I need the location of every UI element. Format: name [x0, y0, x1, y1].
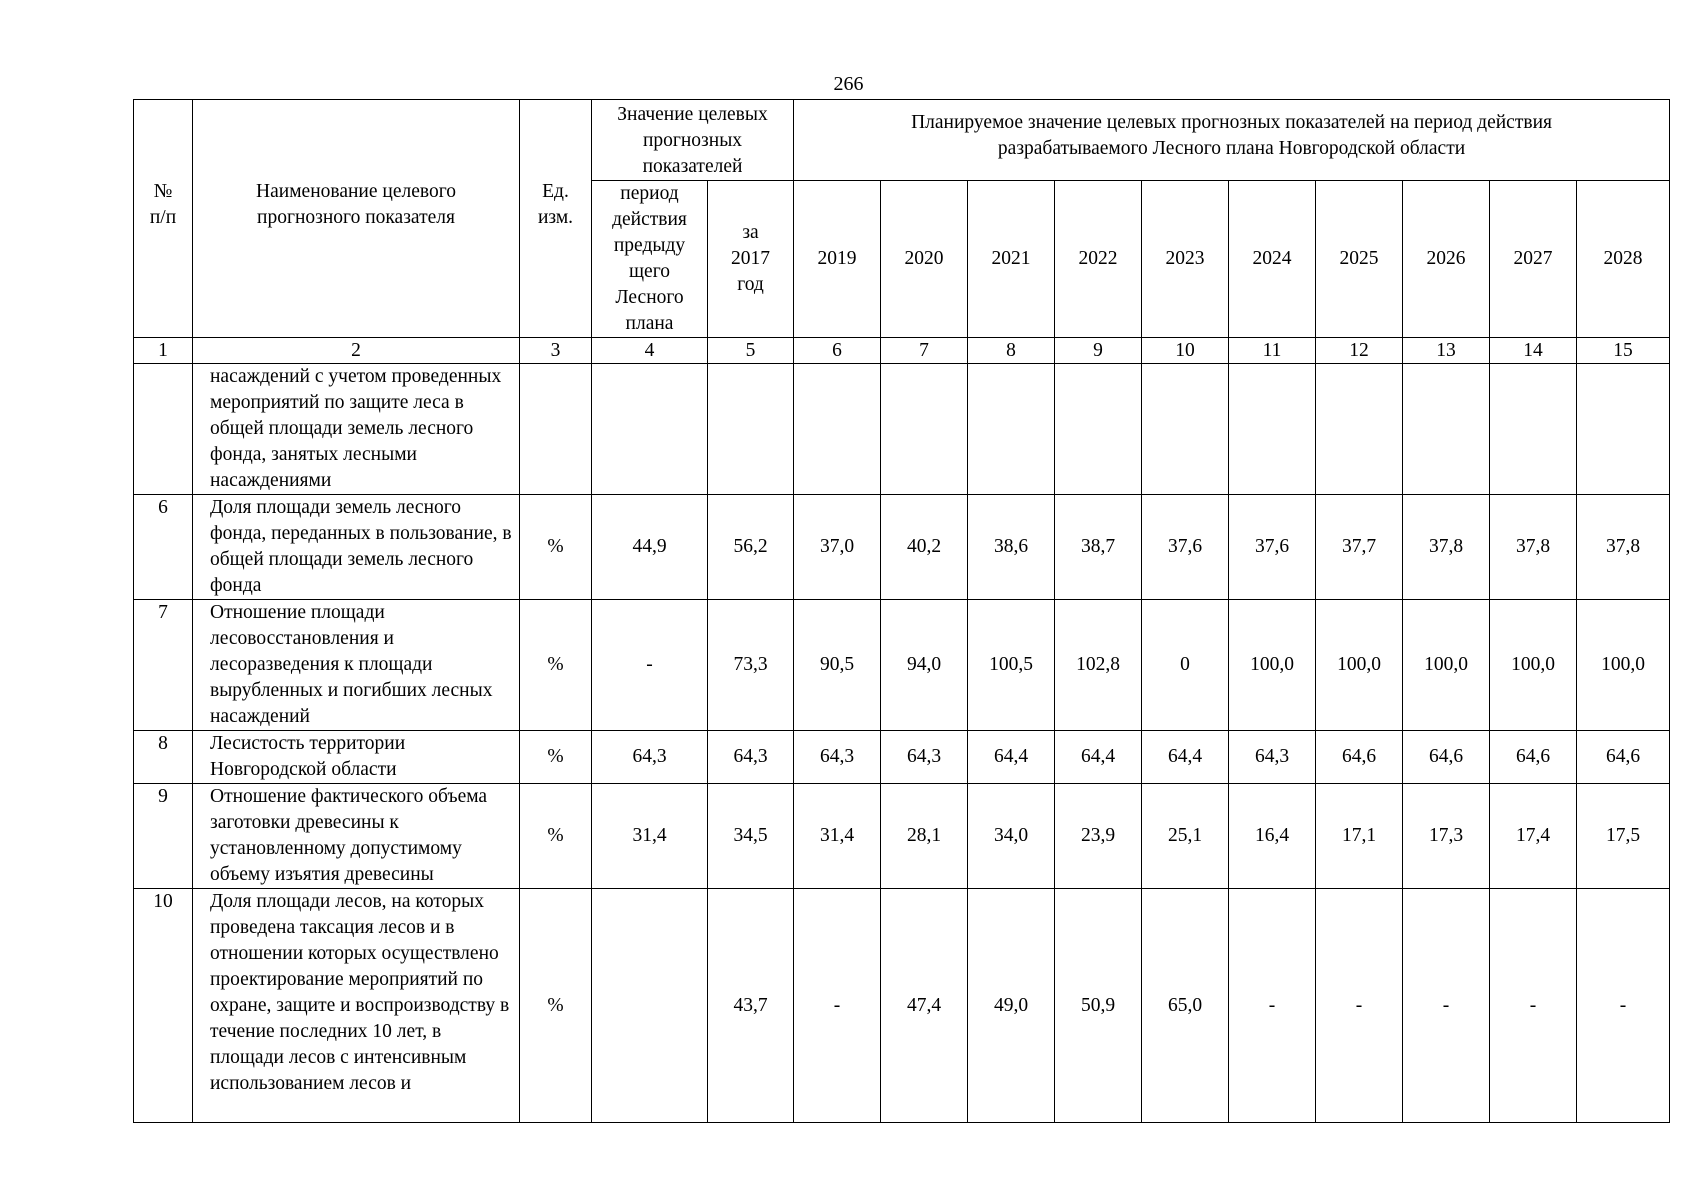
- year-value: 64,6: [1316, 731, 1403, 784]
- unit-cell: %: [520, 784, 592, 889]
- column-number: 7: [881, 338, 968, 364]
- prev-period-value: 64,3: [592, 731, 708, 784]
- header-cell-num: [134, 100, 193, 338]
- row-number: 7: [134, 600, 193, 731]
- year-value: -: [1490, 889, 1577, 1123]
- header-cell-name: [193, 100, 520, 338]
- year-value: 64,6: [1490, 731, 1577, 784]
- year-value: -: [1577, 889, 1670, 1123]
- unit-cell: %: [520, 889, 592, 1123]
- unit-cell: %: [520, 495, 592, 600]
- table-row: [134, 784, 1670, 889]
- year-value: -: [794, 889, 881, 1123]
- header-sub-prev-period: период действия предыду щего Лесного плана: [592, 181, 708, 338]
- year-value: 64,3: [1229, 731, 1316, 784]
- year-value: 64,4: [1142, 731, 1229, 784]
- year-value: -: [1316, 889, 1403, 1123]
- year-value: 25,1: [1142, 784, 1229, 889]
- year-value: 0: [1142, 600, 1229, 731]
- column-number: 11: [1229, 338, 1316, 364]
- forecast-indicators-table: [133, 99, 1670, 1123]
- year-value: 100,0: [1403, 600, 1490, 731]
- column-numbers-row: [134, 338, 1670, 364]
- year-value: 40,2: [881, 495, 968, 600]
- value-2017: 73,3: [708, 600, 794, 731]
- column-number: 1: [134, 338, 193, 364]
- year-value: 17,5: [1577, 784, 1670, 889]
- header-row-1: [134, 100, 1670, 181]
- year-value: 64,4: [1055, 731, 1142, 784]
- row-number: 10: [134, 889, 193, 1123]
- header-num-abbr: п/п: [149, 206, 177, 228]
- header-year: 2021: [968, 181, 1055, 338]
- year-value: [1490, 364, 1577, 495]
- year-value: 64,6: [1577, 731, 1670, 784]
- year-value: [968, 364, 1055, 495]
- value-2017: 64,3: [708, 731, 794, 784]
- year-value: 37,8: [1403, 495, 1490, 600]
- year-value: 37,0: [794, 495, 881, 600]
- year-value: 37,8: [1490, 495, 1577, 600]
- year-value: 47,4: [881, 889, 968, 1123]
- year-value: 64,3: [881, 731, 968, 784]
- column-number: 15: [1577, 338, 1670, 364]
- indicator-name: Лесистость территории Новгородской области: [193, 731, 520, 784]
- year-value: 37,8: [1577, 495, 1670, 600]
- year-value: 94,0: [881, 600, 968, 731]
- year-value: 17,3: [1403, 784, 1490, 889]
- row-number: 9: [134, 784, 193, 889]
- row-number: 6: [134, 495, 193, 600]
- header-year: 2025: [1316, 181, 1403, 338]
- year-value: 49,0: [968, 889, 1055, 1123]
- indicator-name: насаждений с учетом проведенных мероприятий по защите леса в общей площади земель лесного фонда, занятых лесными насаждениями: [193, 364, 520, 495]
- header-group-current: Значение целевых прогнозных показателей: [592, 100, 794, 181]
- indicator-name: Отношение площади лесовосстановления и лесоразведения к площади вырубленных и погибших лесных насаждений: [193, 600, 520, 731]
- year-value: 100,5: [968, 600, 1055, 731]
- year-value: 28,1: [881, 784, 968, 889]
- header-cell-unit: [520, 100, 592, 338]
- header-year: 2028: [1577, 181, 1670, 338]
- column-number: 12: [1316, 338, 1403, 364]
- header-unit-label: Ед. изм.: [537, 180, 574, 228]
- year-value: [1142, 364, 1229, 495]
- year-value: [1055, 364, 1142, 495]
- year-value: 64,4: [968, 731, 1055, 784]
- year-value: 65,0: [1142, 889, 1229, 1123]
- table-row: [134, 889, 1670, 1123]
- year-value: [1403, 364, 1490, 495]
- unit-cell: %: [520, 600, 592, 731]
- year-value: [881, 364, 968, 495]
- year-value: [794, 364, 881, 495]
- year-value: 64,6: [1403, 731, 1490, 784]
- unit-cell: [520, 364, 592, 495]
- year-value: -: [1229, 889, 1316, 1123]
- header-sub-2017: за 2017 год: [708, 181, 794, 338]
- column-number: 9: [1055, 338, 1142, 364]
- year-value: 17,4: [1490, 784, 1577, 889]
- year-value: 100,0: [1577, 600, 1670, 731]
- table-row: [134, 731, 1670, 784]
- table-row: [134, 600, 1670, 731]
- value-2017: 43,7: [708, 889, 794, 1123]
- header-group-planned: Планируемое значение целевых прогнозных показателей на период действия разрабатываемого Лесного плана Новгородской области: [794, 100, 1670, 181]
- column-number: 14: [1490, 338, 1577, 364]
- prev-period-value: 31,4: [592, 784, 708, 889]
- value-2017: [708, 364, 794, 495]
- prev-period-value: [592, 364, 708, 495]
- year-value: 37,6: [1229, 495, 1316, 600]
- year-value: 16,4: [1229, 784, 1316, 889]
- header-year: 2026: [1403, 181, 1490, 338]
- year-value: 50,9: [1055, 889, 1142, 1123]
- year-value: 34,0: [968, 784, 1055, 889]
- column-number: 5: [708, 338, 794, 364]
- page-number: 266: [833, 73, 864, 95]
- header-num-symbol: №: [153, 180, 173, 202]
- column-number: 8: [968, 338, 1055, 364]
- year-value: 37,6: [1142, 495, 1229, 600]
- year-value: 64,3: [794, 731, 881, 784]
- header-year: 2022: [1055, 181, 1142, 338]
- year-value: 38,7: [1055, 495, 1142, 600]
- header-year: 2019: [794, 181, 881, 338]
- header-year: 2027: [1490, 181, 1577, 338]
- prev-period-value: 44,9: [592, 495, 708, 600]
- year-value: 37,7: [1316, 495, 1403, 600]
- column-number: 6: [794, 338, 881, 364]
- table-row: [134, 364, 1670, 495]
- column-number: 2: [193, 338, 520, 364]
- header-year: 2020: [881, 181, 968, 338]
- year-value: [1577, 364, 1670, 495]
- year-value: 100,0: [1229, 600, 1316, 731]
- header-name-label: Наименование целевого прогнозного показателя: [256, 180, 456, 228]
- year-value: 17,1: [1316, 784, 1403, 889]
- value-2017: 56,2: [708, 495, 794, 600]
- year-value: 90,5: [794, 600, 881, 731]
- year-value: 38,6: [968, 495, 1055, 600]
- unit-cell: %: [520, 731, 592, 784]
- year-value: [1316, 364, 1403, 495]
- indicator-name: Отношение фактического объема заготовки древесины к установленному допустимому объему изъятия древесины: [193, 784, 520, 889]
- header-year: 2023: [1142, 181, 1229, 338]
- value-2017: 34,5: [708, 784, 794, 889]
- table-row: [134, 495, 1670, 600]
- column-number: 10: [1142, 338, 1229, 364]
- year-value: 102,8: [1055, 600, 1142, 731]
- year-value: [1229, 364, 1316, 495]
- year-value: 23,9: [1055, 784, 1142, 889]
- year-value: -: [1403, 889, 1490, 1123]
- year-value: 100,0: [1316, 600, 1403, 731]
- row-number: [134, 364, 193, 495]
- indicator-name: Доля площади лесов, на которых проведена таксация лесов и в отношении которых осуществлено проектирование мероприятий по охране, защите и воспроизводству в течение последних 10 лет, в площади лесов с интенсивным использованием лесов и: [193, 889, 520, 1123]
- column-number: 13: [1403, 338, 1490, 364]
- prev-period-value: -: [592, 600, 708, 731]
- column-number: 3: [520, 338, 592, 364]
- year-value: 31,4: [794, 784, 881, 889]
- indicator-name: Доля площади земель лесного фонда, переданных в пользование, в общей площади земель лесного фонда: [193, 495, 520, 600]
- column-number: 4: [592, 338, 708, 364]
- year-value: 100,0: [1490, 600, 1577, 731]
- row-number: 8: [134, 731, 193, 784]
- header-year: 2024: [1229, 181, 1316, 338]
- prev-period-value: [592, 889, 708, 1123]
